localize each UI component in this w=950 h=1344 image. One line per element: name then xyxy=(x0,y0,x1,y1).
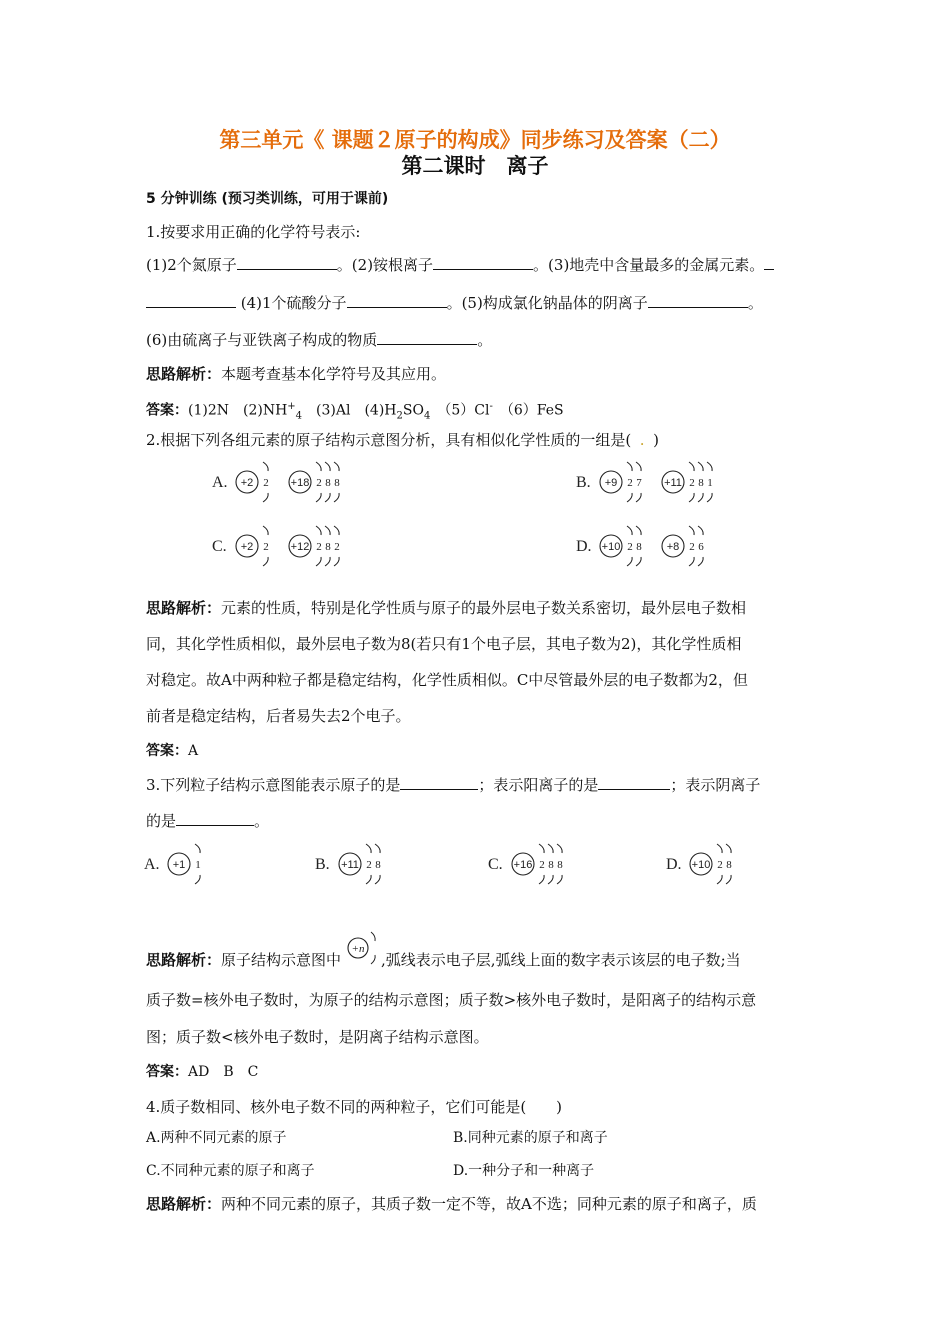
q4-option-c: C.不同种元素的原子和离子 xyxy=(146,1163,315,1179)
nucleus-charge: +16 xyxy=(513,859,533,871)
q1-analysis-text: 本题考查基本化学符号及其应用。 xyxy=(221,365,447,383)
answer-blank xyxy=(648,293,748,308)
q1-part-5-end: 。 xyxy=(747,294,763,312)
electron-shell-arc xyxy=(316,526,321,535)
electron-count: 8 xyxy=(325,541,331,553)
electron-shell-arc xyxy=(698,557,703,566)
electron-shell-arc xyxy=(698,493,703,502)
electron-shell-arc xyxy=(698,462,703,471)
answer-blank xyxy=(598,775,670,790)
electron-shell-arc xyxy=(325,493,330,502)
electron-shell-arc xyxy=(636,557,641,566)
q1-answer-part: SO xyxy=(402,402,424,419)
q1-answer-part: (1)2N (2)NH xyxy=(188,402,288,419)
electron-shell-arc xyxy=(263,493,268,502)
q2-stem-close: ) xyxy=(653,431,660,449)
q4-option-d: D.一种分子和一种离子 xyxy=(453,1163,595,1179)
electron-shell-arc xyxy=(636,462,641,471)
answer-blank xyxy=(146,293,236,308)
q3-analysis-line-1 xyxy=(146,943,741,970)
answer-blank xyxy=(347,293,447,308)
q2-stem xyxy=(146,430,659,450)
q3-analysis-line-3: 图；质子数<核外电子数时，是阴离子结构示意图。 xyxy=(146,1028,489,1046)
q3-stem-text: 的是 xyxy=(146,812,177,830)
answer-label: 答案： xyxy=(146,743,188,759)
section-heading: 5 分钟训练 (预习类训练，可用于课前) xyxy=(146,191,389,207)
electron-shell-arc xyxy=(375,844,380,853)
answer-blank xyxy=(237,255,337,270)
electron-shell-arc xyxy=(717,844,722,853)
answer-dot: . xyxy=(639,431,645,449)
electron-shell-arc xyxy=(316,493,321,502)
analysis-label: 思路解析： xyxy=(146,599,222,617)
answer-blank xyxy=(377,330,477,345)
q2-analysis-line-2: 同，其化学性质相似，最外层电子数为8(若只有1个电子层，其电子数为2)，其化学性质相 xyxy=(146,635,742,653)
electron-count: 2 xyxy=(366,859,372,871)
nucleus-charge: +2 xyxy=(240,477,254,489)
option-label: A. xyxy=(144,856,160,873)
q1-answer-sup: - xyxy=(489,401,493,412)
document-subtitle: 第二课时 离子 xyxy=(401,154,549,178)
q3-stem-text: ；表示阳离子的是 xyxy=(478,776,599,794)
answer-blank xyxy=(400,775,478,790)
q3-answer-text: AD B C xyxy=(188,1064,259,1080)
electron-shell-arc xyxy=(539,875,544,884)
document-title: 第三单元《 课题２原子的构成》同步练习及答案（二） xyxy=(219,128,731,152)
electron-count: 8 xyxy=(557,859,563,871)
electron-shell-arc xyxy=(325,557,330,566)
q1-stem: 1.按要求用正确的化学符号表示: xyxy=(146,223,361,241)
nucleus-charge: +1 xyxy=(172,859,186,871)
electron-shell-arc xyxy=(707,493,712,502)
q1-line-2 xyxy=(146,293,763,313)
atom-structure-diagram xyxy=(212,522,352,570)
electron-count: 2 xyxy=(334,541,340,553)
q1-part-2: 。(2)铵根离子 xyxy=(336,256,434,274)
electron-count: 8 xyxy=(334,477,340,489)
atom-structure-diagram xyxy=(488,840,575,888)
nucleus-charge: +11 xyxy=(664,477,682,489)
q3-analysis-text: 原子结构示意图中 xyxy=(221,951,342,969)
inline-nucleus-label: +n xyxy=(351,943,365,955)
q2-analysis-line-1 xyxy=(146,598,746,618)
electron-shell-arc xyxy=(557,844,562,853)
electron-shell-arc xyxy=(689,557,694,566)
electron-shell-arc xyxy=(316,462,321,471)
electron-count: 2 xyxy=(689,541,695,553)
q1-line-1 xyxy=(146,255,774,275)
electron-shell-arc xyxy=(717,875,722,884)
q2-option-a-diagram xyxy=(212,458,352,506)
electron-shell-arc xyxy=(539,844,544,853)
q1-line-3 xyxy=(146,330,492,350)
electron-shell-arc xyxy=(548,844,553,853)
electron-shell-arc xyxy=(689,462,694,471)
answer-label: 答案： xyxy=(146,402,188,419)
q3-analysis-text: ,弧线表示电子层,弧线上面的数字表示该层的电子数;当 xyxy=(381,951,741,969)
nucleus-charge: +8 xyxy=(666,541,680,553)
electron-shell-arc xyxy=(548,875,553,884)
electron-shell-arc xyxy=(557,875,562,884)
nucleus-charge: +2 xyxy=(240,541,254,553)
nucleus-charge: +10 xyxy=(601,541,621,553)
electron-count: 2 xyxy=(627,477,633,489)
electron-count: 6 xyxy=(698,541,704,553)
q1-part-1: (1)2个氮原子 xyxy=(146,256,237,274)
q1-answer-sub: 4 xyxy=(423,410,431,422)
electron-shell-arc xyxy=(263,462,268,471)
q1-answer-sup: + xyxy=(287,401,296,412)
electron-count: 2 xyxy=(717,859,723,871)
q2-stem-text: 2.根据下列各组元素的原子结构示意图分析，具有相似化学性质的一组是( xyxy=(146,431,632,449)
electron-count: 8 xyxy=(325,477,331,489)
option-label: A. xyxy=(212,474,228,491)
atom-structure-diagram xyxy=(576,458,725,506)
q3-stem-line-1 xyxy=(146,775,760,795)
electron-shell-arc xyxy=(689,526,694,535)
q2-answer xyxy=(146,741,198,761)
electron-shell-arc xyxy=(366,844,371,853)
analysis-label: 思路解析： xyxy=(146,951,222,969)
q3-stem-text: 3.下列粒子结构示意图能表示原子的是 xyxy=(146,776,401,794)
option-label: B. xyxy=(315,856,330,873)
atom-structure-diagram xyxy=(666,840,744,888)
option-label: D. xyxy=(576,538,592,555)
q3-option-d-diagram xyxy=(666,840,744,888)
q1-part-3: 。(3)地壳中含量最多的金属元素。 xyxy=(533,256,765,274)
nucleus-charge: +11 xyxy=(341,859,359,871)
q1-answer-part: (3)Al (4)H xyxy=(302,402,397,419)
atom-structure-diagram xyxy=(144,840,213,888)
electron-count: 2 xyxy=(263,477,269,489)
option-label: C. xyxy=(212,538,227,555)
electron-count: 1 xyxy=(707,477,713,489)
inline-nucleus-diagram xyxy=(341,943,381,970)
electron-shell-arc xyxy=(707,462,712,471)
electron-count: 1 xyxy=(195,859,201,871)
answer-label: 答案： xyxy=(146,1064,188,1080)
nucleus-charge: +10 xyxy=(691,859,711,871)
analysis-label: 思路解析： xyxy=(146,365,222,383)
answer-blank xyxy=(176,811,254,826)
electron-count: 8 xyxy=(726,859,732,871)
electron-shell-arc xyxy=(627,462,632,471)
q1-answer-part: （5）Cl xyxy=(430,402,490,419)
q4-analysis-text: 两种不同元素的原子，其质子数一定不等，故A不选；同种元素的原子和离子，质 xyxy=(221,1195,757,1213)
electron-shell-arc xyxy=(636,526,641,535)
q3-option-c-diagram xyxy=(488,840,575,888)
electron-shell-arc xyxy=(627,493,632,502)
q3-stem-text: ；表示阴离子 xyxy=(670,776,761,794)
q2-option-c-diagram xyxy=(212,522,352,570)
electron-count: 8 xyxy=(698,477,704,489)
electron-shell-arc xyxy=(195,875,200,884)
q1-part-4: (4)1个硫酸分子 xyxy=(236,294,347,312)
electron-shell-arc xyxy=(636,493,641,502)
electron-count: 8 xyxy=(636,541,642,553)
electron-shell-arc xyxy=(627,557,632,566)
electron-shell-arc xyxy=(698,526,703,535)
electron-shell-arc xyxy=(375,875,380,884)
q4-option-a: A.两种不同元素的原子 xyxy=(146,1130,287,1146)
electron-count: 2 xyxy=(316,541,322,553)
electron-count: 8 xyxy=(548,859,554,871)
q1-answer-sub: 4 xyxy=(295,410,303,422)
q2-analysis-line-4: 前者是稳定结构，后者易失去2个电子。 xyxy=(146,707,411,725)
q4-stem: 4.质子数相同、核外电子数不同的两种粒子，它们可能是( ) xyxy=(146,1098,563,1116)
q3-analysis-line-2: 质子数=核外电子数时，为原子的结构示意图；质子数>核外电子数时，是阳离子的结构示意 xyxy=(146,991,757,1009)
atom-structure-diagram xyxy=(576,522,716,570)
atom-structure-diagram xyxy=(212,458,352,506)
electron-shell-arc xyxy=(689,493,694,502)
q1-answer-part: （6）FeS xyxy=(492,402,564,419)
nucleus-charge: +9 xyxy=(604,477,618,489)
electron-count: 2 xyxy=(263,541,269,553)
electron-count: 2 xyxy=(539,859,545,871)
q1-answer-sub: 2 xyxy=(396,410,403,422)
q2-option-d-diagram xyxy=(576,522,716,570)
q1-part-6: (6)由硫离子与亚铁离子构成的物质 xyxy=(146,331,378,349)
q1-part-6-end: 。 xyxy=(477,331,493,349)
electron-shell-arc xyxy=(316,557,321,566)
electron-shell-arc xyxy=(263,557,268,566)
answer-blank xyxy=(764,255,774,270)
electron-count: 2 xyxy=(627,541,633,553)
electron-shell-arc xyxy=(325,526,330,535)
electron-shell-arc xyxy=(334,462,339,471)
electron-shell-arc xyxy=(195,844,200,853)
nucleus-icon xyxy=(341,928,381,968)
electron-count: 7 xyxy=(636,477,642,489)
electron-shell-arc xyxy=(334,526,339,535)
option-label: C. xyxy=(488,856,503,873)
option-label: D. xyxy=(666,856,682,873)
electron-shell-arc xyxy=(366,875,371,884)
electron-shell-arc xyxy=(726,875,731,884)
electron-shell-arc xyxy=(726,844,731,853)
nucleus-charge: +12 xyxy=(290,541,310,553)
q1-part-5: 。(5)构成氯化钠晶体的阴离子 xyxy=(446,294,648,312)
electron-shell-arc xyxy=(627,526,632,535)
electron-shell-arc xyxy=(334,557,339,566)
q2-analysis-line-3: 对稳定。故A中两种粒子都是稳定结构，化学性质相似。C中尽管最外层的电子数都为2，但 xyxy=(146,671,748,689)
q4-option-b: B.同种元素的原子和离子 xyxy=(453,1130,608,1146)
nucleus-charge: +18 xyxy=(290,477,310,489)
electron-shell-arc xyxy=(325,462,330,471)
atom-structure-diagram xyxy=(315,840,393,888)
q1-answer xyxy=(146,397,564,426)
option-label: B. xyxy=(576,474,591,491)
q4-analysis xyxy=(146,1194,757,1214)
electron-count: 8 xyxy=(375,859,381,871)
q2-answer-text: A xyxy=(188,743,199,759)
electron-count: 2 xyxy=(689,477,695,489)
electron-shell-arc xyxy=(263,526,268,535)
q3-stem-line-2 xyxy=(146,811,269,831)
electron-shell-arc xyxy=(334,493,339,502)
analysis-label: 思路解析： xyxy=(146,1195,222,1213)
answer-blank xyxy=(433,255,533,270)
q2-analysis-text: 元素的性质，特别是化学性质与原子的最外层电子数关系密切，最外层电子数相 xyxy=(221,599,747,617)
q3-stem-end: 。 xyxy=(254,812,270,830)
q2-option-b-diagram xyxy=(576,458,725,506)
q1-analysis xyxy=(146,364,446,384)
q3-option-a-diagram xyxy=(144,840,213,888)
electron-count: 2 xyxy=(316,477,322,489)
q3-option-b-diagram xyxy=(315,840,393,888)
q3-answer xyxy=(146,1062,258,1082)
